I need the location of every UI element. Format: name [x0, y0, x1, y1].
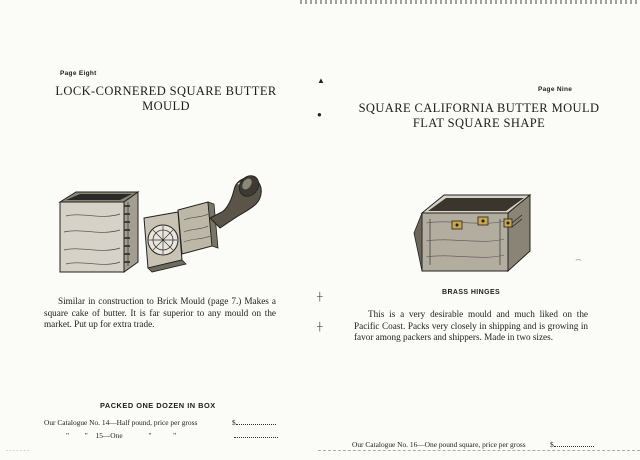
page-number: Page Eight — [60, 70, 97, 77]
price-dotted-line — [236, 418, 276, 425]
left-page — [0, 0, 318, 460]
ditto-mark: " — [66, 431, 70, 440]
description-text: This is a very desirable mould and much liked on the Pacific Coast. Packs very closely in shipping and is growing in favor among packers and shippers. Made in two sizes. — [354, 309, 588, 343]
price-blank-14 — [232, 418, 276, 427]
page-title — [20, 84, 312, 114]
image-caption: BRASS HINGES — [442, 289, 501, 296]
ditto-mark: " — [173, 431, 177, 440]
price-dotted-line — [234, 431, 278, 438]
california-mould-illustration — [412, 193, 536, 273]
packing-heading: PACKED ONE DOZEN IN BOX — [100, 401, 216, 410]
title-line: MOULD — [142, 99, 190, 113]
title-line: FLAT SQUARE SHAPE — [412, 116, 546, 130]
currency-symbol: $ — [550, 440, 554, 449]
page-speck: - - - - - - - — [6, 448, 29, 454]
page-speck: ⁔ — [576, 255, 581, 261]
page-bottom-edge — [318, 450, 640, 451]
price-dotted-line — [554, 440, 594, 447]
binding-mark: ┼ — [317, 292, 323, 301]
catalogue-item: 15—One — [95, 431, 123, 440]
catalogue-line-14: Our Catalogue No. 14—Half pound, price per gross — [44, 418, 198, 427]
price-blank-16 — [550, 440, 594, 449]
right-page — [318, 0, 640, 460]
description — [354, 309, 588, 344]
price-blank-15 — [234, 431, 278, 440]
catalogue-line-16: Our Catalogue No. 16—One pound square, price per gross — [352, 440, 526, 449]
title-line: LOCK-CORNERED SQUARE BUTTER — [55, 84, 277, 98]
page-number: Page Nine — [538, 86, 573, 93]
binding-mark: ● — [317, 110, 322, 119]
page-title — [334, 101, 624, 131]
butter-mould-illustration — [52, 172, 272, 282]
currency-symbol: $ — [232, 418, 236, 427]
catalogue-line-15 — [66, 431, 176, 440]
description-text: Similar in construction to Brick Mould (page 7.) Makes a square cake of butter. It is far superior to any mould on the market. Put up for extra trade. — [44, 296, 276, 330]
binding-mark: ┼ — [317, 322, 323, 331]
ditto-mark: " — [148, 431, 152, 440]
binding-mark: ▲ — [317, 76, 325, 85]
title-line: SQUARE CALIFORNIA BUTTER MOULD — [358, 101, 600, 115]
description — [44, 296, 276, 331]
ditto-mark: " — [84, 431, 88, 440]
